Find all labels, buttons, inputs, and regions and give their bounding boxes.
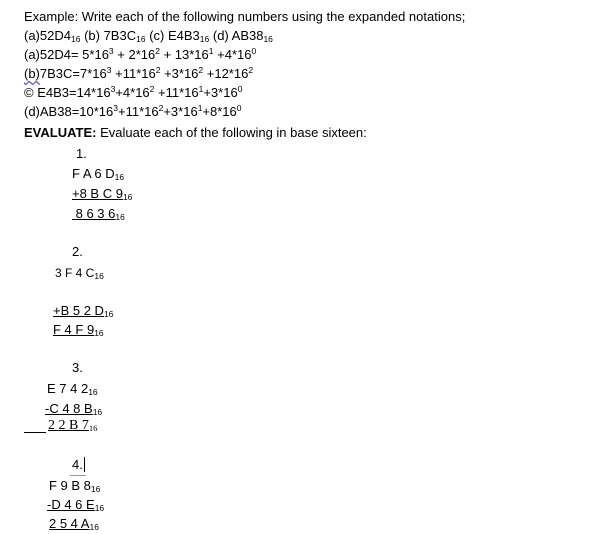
problem-2-line1: 3 F 4 C16	[55, 266, 104, 281]
problem-3-line1: E 7 4 216	[47, 381, 98, 397]
parts-line	[24, 27, 273, 44]
spellcheck-mark: (b)	[24, 66, 40, 81]
part-d: (d) AB3816	[212, 28, 273, 44]
text-cursor	[84, 457, 85, 472]
problem-4-line1: F 9 B 816	[49, 478, 101, 494]
problem-4-line2: -D 4 6 E16	[47, 497, 105, 513]
intro-text: Example: Write each of the following numbers using the expanded notations;	[24, 9, 466, 24]
problem-4-number: 4.	[72, 457, 83, 472]
problem-1-number: 1.	[76, 146, 87, 161]
problem-1-result: 8 6 3 616	[75, 206, 125, 222]
part-b: (b) 7B3C16	[84, 28, 146, 44]
problem-2-line2: +B 5 2 D16	[53, 303, 114, 319]
part-c: (c) E4B316	[149, 28, 210, 44]
problem-2-result: F 4 F 916	[53, 322, 104, 338]
expansion-d: $(d)AB38=10*16^3+11*16^2+3*16^1+8*16^0$	[24, 103, 242, 119]
problem-3-line2: -C 4 8 B16	[45, 401, 103, 417]
problem-4-result: 2 5 4 A16	[49, 516, 99, 532]
problem-2-number: 2.	[72, 244, 83, 259]
problem-1-line1: F A 6 D16	[72, 166, 125, 182]
problem-1-line2: +8 B C 916	[72, 186, 133, 202]
problem-3-result: 2 2 B 716	[48, 418, 98, 433]
evaluate-heading: EVALUATE:	[24, 125, 97, 140]
problem-3-number: 3.	[72, 360, 83, 375]
part-a: (a)52D416	[24, 28, 81, 44]
problem-3-rule-extension	[24, 432, 46, 433]
evaluate-instruction: Evaluate each of the following in base sixteen:	[96, 125, 367, 140]
evaluate-line	[24, 124, 367, 141]
expansion-b: $(b)7B3C=7*16^3 +11*16^2 +3*16^2 +12*16^2$	[24, 65, 254, 81]
expansion-a: $(a)52D4= 5*16^3 + 2*16^2 + 13*16^1 +4*16^0$	[24, 46, 257, 62]
expansion-c: © $E4B3=14*16^3+4*16^2 +11*16^1+3*16^0$	[24, 84, 243, 100]
cursor-underline	[70, 475, 86, 476]
